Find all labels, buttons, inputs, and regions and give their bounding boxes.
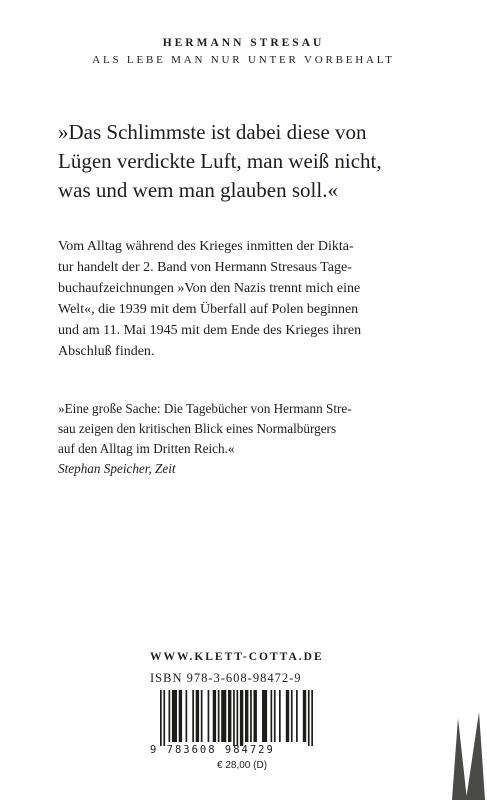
barcode-bar [163, 690, 165, 746]
barcode-bar [250, 690, 252, 742]
barcode-bar [218, 690, 220, 742]
barcode-bar [237, 690, 239, 746]
barcode-bar [201, 690, 203, 742]
book-blurb [58, 236, 443, 362]
barcode-bar [303, 690, 306, 742]
pull-quote-line: was und wem man glauben soll.« [58, 178, 338, 202]
blurb-line: tur handelt der 2. Band von Hermann Stresaus Tage- [58, 260, 352, 275]
barcode-bar [192, 690, 194, 742]
barcode-bar [233, 690, 235, 746]
ean13-barcode-icon [150, 690, 333, 746]
barcode-bar [169, 690, 171, 742]
blurb-line: Abschluß finden. [58, 344, 155, 359]
isbn-number: ISBN 978-3-608-98472-9 [150, 671, 302, 685]
blurb-line: buchaufzeichnungen »Von den Nazis trennt mich eine [58, 281, 361, 296]
blurb-line: Vom Alltag während des Krieges inmitten der Dikta- [58, 239, 354, 254]
pull-quote-line: »Das Schlimmste ist dabei diese von [58, 120, 367, 144]
publisher-url: WWW.KLETT-COTTA.DE [150, 651, 324, 663]
price-label: € 28,00 (D) [217, 760, 268, 771]
barcode-bar [186, 690, 188, 742]
barcode-bar [262, 690, 267, 742]
barcode-bar [279, 690, 281, 742]
blurb-line: Welt«, die 1939 mit dem Überfall auf Polen beginnen [58, 302, 359, 317]
review-quote [58, 399, 443, 479]
barcode-bar [172, 690, 177, 742]
barcode-bar [311, 690, 313, 746]
review-source: Stephan Speicher, Zeit [58, 461, 176, 476]
book-title: ALS LEBE MAN NUR UNTER VORBEHALT [92, 54, 395, 66]
barcode-bar [274, 690, 276, 742]
klett-cotta-stylized-logo-icon [448, 712, 487, 800]
barcode-bar [240, 690, 243, 746]
barcode-bar [208, 690, 210, 742]
barcode-bar [213, 690, 216, 742]
pull-quote [58, 118, 458, 205]
blurb-line: und am 11. Mai 1945 mit dem Ende des Krieges ihren [58, 323, 362, 338]
review-line: »Eine große Sache: Die Tagebücher von Hermann Stre- [58, 401, 352, 416]
logo-shape-left [452, 718, 467, 800]
barcode-bar [286, 690, 289, 742]
barcode-bar [254, 690, 257, 742]
barcode-bar [308, 690, 310, 746]
review-line: auf den Alltag im Dritten Reich.« [58, 441, 235, 456]
barcode-bar [221, 690, 226, 742]
barcode-bar [291, 690, 293, 742]
barcode-bar [196, 690, 199, 742]
barcode-bar [228, 690, 231, 742]
barcode-bar [160, 690, 162, 746]
barcode-bar [245, 690, 248, 742]
pull-quote-line: Lügen verdickte Luft, man weiß nicht, [58, 149, 382, 173]
cover-header [0, 36, 487, 67]
author-name: HERMANN STRESAU [162, 37, 325, 49]
barcode-bar [179, 690, 182, 742]
logo-shape-right [466, 712, 485, 800]
review-line: sau zeigen den kritischen Blick eines Normalbürgers [58, 421, 337, 436]
barcode-bar [296, 690, 298, 742]
barcode-digits: 9 783608 984729 [150, 744, 275, 756]
barcode-bar [271, 690, 273, 742]
